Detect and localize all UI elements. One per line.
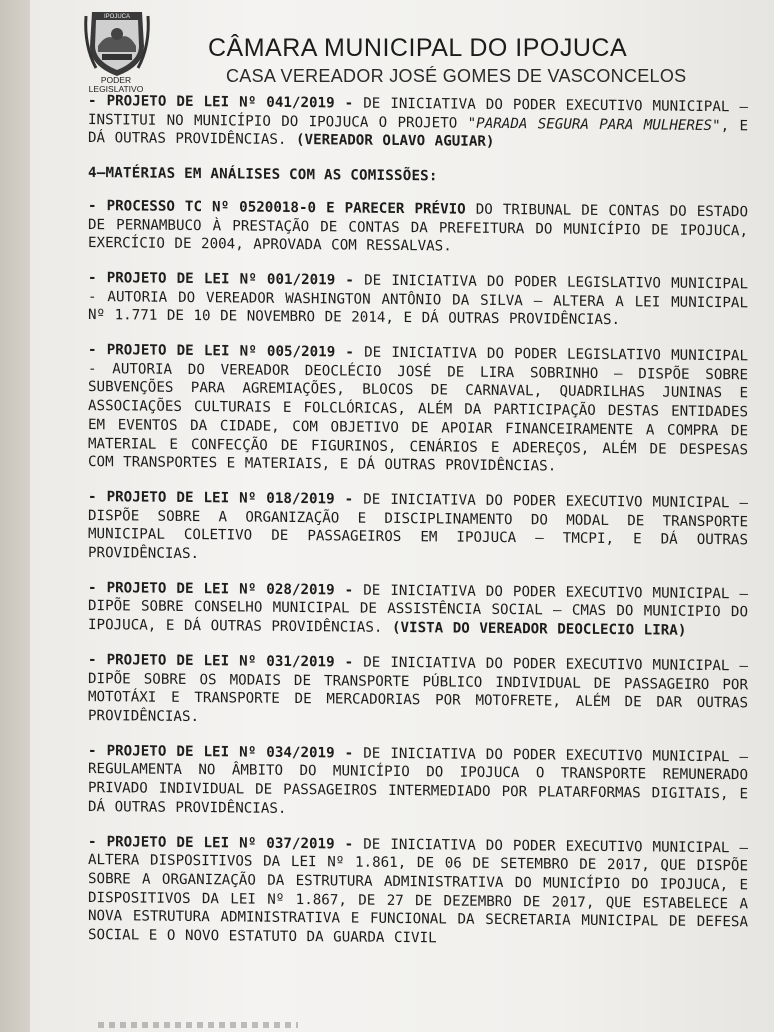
matter-text: DE INICIATIVA DO PODER EXECUTIVO MUNICIPAL – DISPÕE SOBRE A ORGANIZAÇÃO E DISCIPLINAMENTO DO MODAL DE TRANSPORTE MUNICIPAL COLETIVO DE PASSAGEIROS EM IPOJUCA – TMCPI, E DÁ OUTRAS PROVIDÊNCIAS. (88, 491, 749, 563)
page-subtitle: CASA VEREADOR JOSÉ GOMES DE VASCONCELOS (226, 66, 687, 86)
matter-item (88, 488, 748, 569)
cut-off-footer-text (98, 1022, 298, 1028)
bill-italic-text: PARADA SEGURA PARA MULHERES (476, 115, 713, 134)
bill-text: DE INICIATIVA DO PODER EXECUTIVO MUNICIPAL – INSTITUI NO MUNICÍPIO DO IPOJUCA O PROJETO " (88, 95, 749, 132)
page-title: CÂMARA MUNICIPAL DO IPOJUCA (208, 34, 628, 62)
matter-item (88, 742, 748, 823)
matter-item (88, 579, 748, 641)
seal-top-text: IPOJUCA (103, 14, 131, 20)
bill-text-after: ", E DÁ OUTRAS PROVIDÊNCIAS. (88, 117, 748, 149)
matter-text: DE INICIATIVA DO PODER EXECUTIVO MUNICIPAL – ALTERA DISPOSITIVOS DA LEI Nº 1.861, DE 06 DE SETEMBRO DE 2017, QUE DISPÕE SOBRE A ORGANIZAÇÃO DA ESTRUTURA ADMINISTRATIVA DO MUNICÍPIO DO IPOJUCA, E DISPOSITIVOS DA LEI Nº 1.867, DE 27 DE DEZEMBRO DE 2017, QUE ESTABELECE A NOVA ESTRUTURA ADMINISTRATIVA E FUNCIONAL DA SECRETARIA MUNICIPAL DE DEFESA SOCIAL E O NOVO ESTATUTO DA GUARDA CIVIL (88, 836, 749, 947)
bill-item-041 (88, 92, 748, 154)
matter-item (88, 833, 748, 952)
page-edge-shadow (0, 0, 30, 1032)
matter-item (88, 341, 748, 478)
municipal-seal-icon (82, 6, 152, 78)
section-title: 4–MATÉRIAS EM ANÁLISES COM AS COMISSÕES: (88, 165, 438, 185)
matter-lead: - PROJETO DE LEI Nº 037/2019 - (88, 833, 354, 853)
matter-lead: - PROJETO DE LEI Nº 028/2019 - (88, 579, 354, 599)
matter-item (88, 269, 748, 331)
matter-text: DO TRIBUNAL DE CONTAS DO ESTADO DE PERNAMBUCO À PRESTAÇÃO DE CONTAS DA PREFEITURA DO MUNICÍPIO DE IPOJUCA, EXERCÍCIO DE 2004, APROVADA COM RESSALVAS. (88, 201, 748, 255)
matter-lead: - PROCESSO TC Nº 0520018-0 E PARECER PRÉVIO (88, 197, 466, 218)
seal-caption-line-1: PODER (100, 75, 132, 85)
bill-lead: - PROJETO DE LEI Nº 041/2019 - (88, 93, 354, 112)
matter-lead: - PROJETO DE LEI Nº 005/2019 - (88, 342, 354, 361)
matter-item (88, 197, 748, 259)
seal-caption-line-2: LEGISLATIVO (88, 84, 144, 94)
matter-text: DE INICIATIVA DO PODER EXECUTIVO MUNICIPAL – DIPÕE SOBRE OS MODAIS DE TRANSPORTE PÚBLICO INDIVIDUAL DE PASSAGEIRO POR MOTOTÁXI E TRANSPORTE DE MERCADORIAS POR MOTOFRETE, ALÉM DE DAR OUTRAS PROVIDÊNCIAS. (88, 654, 749, 726)
matter-text: DE INICIATIVA DO PODER EXECUTIVO MUNICIPAL – REGULAMENTA NO ÂMBITO DO MUNICÍPIO DO IPOJUCA O TRANSPORTE REMUNERADO PRIVADO INDIVIDUAL DE PASSAGEIROS INTERMEDIADO POR PLATARFORMAS DIGITAIS, E DÁ OUTRAS PROVIDÊNCIAS. (88, 745, 749, 817)
matter-lead: - PROJETO DE LEI Nº 034/2019 - (88, 742, 354, 762)
matter-lead: - PROJETO DE LEI Nº 001/2019 - (88, 269, 354, 289)
document-body (88, 92, 748, 967)
matter-text: DE INICIATIVA DO PODER LEGISLATIVO MUNICIPAL - AUTORIA DO VEREADOR WASHINGTON ANTÔNIO DA SILVA – ALTERA A LEI MUNICIPAL Nº 1.771 DE 10 DE NOVEMBRO DE 2014, E DÁ OUTRAS PROVIDÊNCIAS. (88, 272, 748, 329)
matter-lead: - PROJETO DE LEI Nº 018/2019 - (88, 488, 354, 508)
matter-text: DE INICIATIVA DO PODER LEGISLATIVO MUNICIPAL - AUTORIA DO VEREADOR DEOCLÉCIO JOSÉ DE LIRA SOBRINHO – DISPÕE SOBRE SUBVENÇÕES PARA AGREMIAÇÕES, BLOCOS DE CARNAVAL, QUADRILHAS JUNINAS E ASSOCIAÇÕES CULTURAIS E FOLCLÓRICAS, ALÉM DA PARTICIPAÇÃO DESTAS ENTIDADES EM EVENTOS DA CIDADE, COM OBJETIVO DE APOIAR FINANCEIRAMENTE A COMPRA DE MATERIAL E CONFECÇÃO DE FIGURINOS, CENÁRIOS E ADEREÇOS, ALÉM DE DESPESAS COM TRANSPORTES E MATERIAIS, E DÁ OUTRAS PROVIDÊNCIAS. (88, 344, 748, 475)
matter-item (88, 651, 748, 732)
matter-text: DE INICIATIVA DO PODER EXECUTIVO MUNICIPAL – DIPÕE SOBRE CONSELHO MUNICIPAL DE ASSISTÊNCIA SOCIAL – CMAS DO MUNICIPIO DO IPOJUCA, E DÁ OUTRAS PROVIDÊNCIAS. (88, 582, 749, 637)
document-page (30, 0, 774, 1032)
matter-bold-tail: (VISTA DO VEREADOR DEOCLECIO LIRA) (391, 620, 687, 639)
matter-lead: - PROJETO DE LEI Nº 031/2019 - (88, 651, 354, 671)
bill-bold-tail: (VEREADOR OLAVO AGUIAR) (296, 132, 495, 151)
